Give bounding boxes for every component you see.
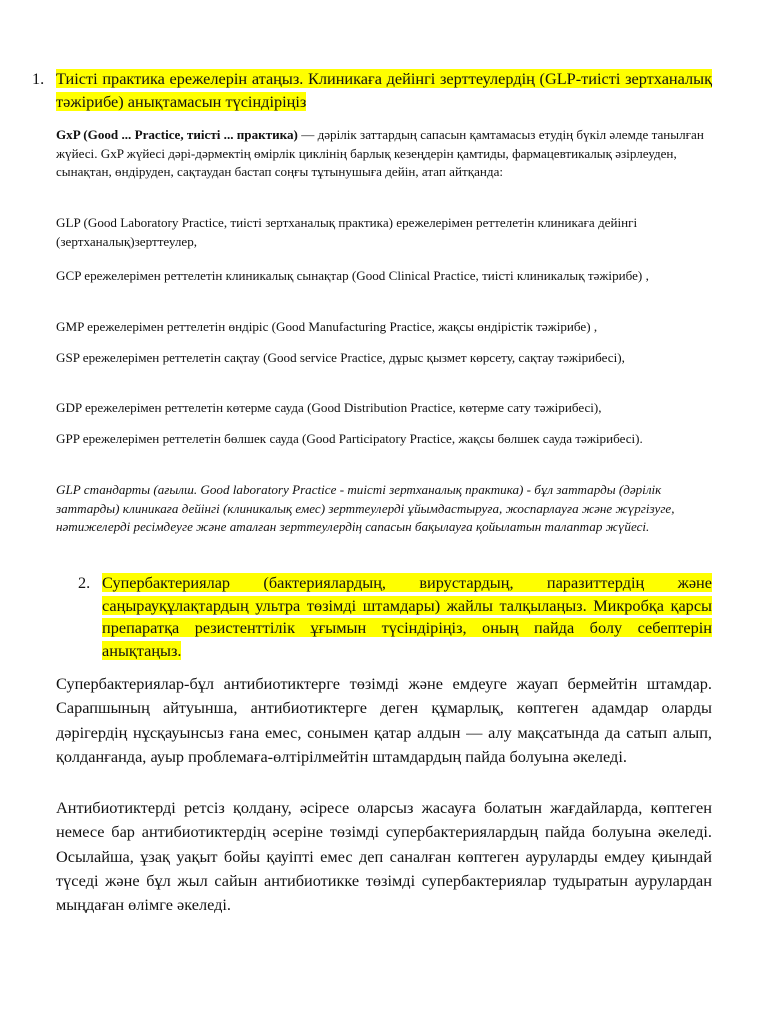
practice-item-gdp: GDP ережелерімен реттелетін көтерме сауда (Good Distribution Practice, көтерме сату тәжірибесі), xyxy=(56,400,602,415)
question-2 xyxy=(78,572,712,662)
glp-standard-paragraph: GLP стандарты (ағылш. Good laboratory Practice - тиісті зертханалық практика) - бұл заттарды (дәрілік заттарды) клиникаға дейінгі (клиникалық емес) зерттеулерді ұйымдастыруға, жоспарлауға және жүргізуге, нәтижелерді ресімдеуге және аталған зерттеулердің сапасын бақылауға қойылатын талаптар жүйесі. xyxy=(56,482,675,534)
question-2-number: 2. xyxy=(78,573,91,592)
question-1 xyxy=(32,68,712,113)
answer-2-paragraph-1: Супербактериялар-бұл антибиотиктерге төзімді және емдеуге жауап бермейтін штамдар. Сарапшының айтуынша, антибиотиктерге деген құмарлық, көптеген адамдар оларды дәрігердің нұсқауынсыз ғана емес, сонымен қатар алдын — алу мақсатында да сатып алып, қолданғанда, ауыр проблемаға-өлтірілмейтін штамдардың пайда болуына әкеледі. xyxy=(56,674,712,766)
practice-item-gcp: GCP ережелерімен реттелетін клиникалық сынақтар (Good Clinical Practice, тиісті клиникалық тәжірибе) , xyxy=(56,268,649,283)
question-2-text: Супербактериялар (бактериялардың, вирустардың, паразиттердің және саңырауқұлақтардың ультра төзімді штамдары) жайлы талқылаңыз. Микробқа қарсы препаратқа резистенттілік ұғымын түсіндіріңіз, оның пайда болу себептерін анықтаңыз. xyxy=(102,573,712,660)
gxp-definition: — дәрілік заттардың сапасын қамтамасыз етудің бүкіл әлемде танылған жүйесі. GxP жүйесі дәрі-дәрмектің өмірлік циклінің барлық кезеңдерін қамтиды, фармацевтикалық әзірлеуден, сынақтан, өндіруден, сақтаудан бастап соңғы тұтынушыға дейін, атап айтқанда: xyxy=(56,127,704,179)
answer-2-paragraph-2: Антибиотиктерді ретсіз қолдану, әсіресе оларсыз жасауға болатын жағдайларда, көптеген немесе бар антибиотиктердің әсеріне төзімді супербактериялардың пайда болуына әкеледі. Осылайша, ұзақ уақыт бойы қауіпті емес деп саналған көптеген ауруларды емдеу қиындай түседі және бұл жыл сайын антибиотикке төзімді супербактериялар тудыратын аурулардан мыңдаған өлімге әкеледі. xyxy=(56,798,712,915)
practice-item-gmp: GMP ережелерімен реттелетін өндіріс (Good Manufacturing Practice, жақсы өндірістік тәжірибе) , xyxy=(56,319,598,334)
gxp-term: GxP (Good ... Practice, тиісті ... практика) xyxy=(56,127,298,142)
question-1-number: 1. xyxy=(32,69,45,88)
practice-item-gsp: GSP ережелерімен реттелетін сақтау (Good service Practice, дұрыс қызмет көрсету, сақтау тәжірибесі), xyxy=(56,350,625,365)
practice-item-glp: GLP (Good Laboratory Practice, тиісті зертханалық практика) ережелерімен реттелетін клиникаға дейінгі (зертханалық)зерттеулер, xyxy=(56,215,638,249)
gxp-paragraph xyxy=(56,126,712,182)
practice-item-gpp: GPP ережелерімен реттелетін бөлшек сауда (Good Participatory Practice, жақсы бөлшек сауда тәжірибесі). xyxy=(56,431,643,446)
question-1-text: Тиісті практика ережелерін атаңыз. Клиникаға дейінгі зерттеулердің (GLP-тиісті зертханалық тәжірибе) анықтамасын түсіндіріңіз xyxy=(56,69,712,111)
